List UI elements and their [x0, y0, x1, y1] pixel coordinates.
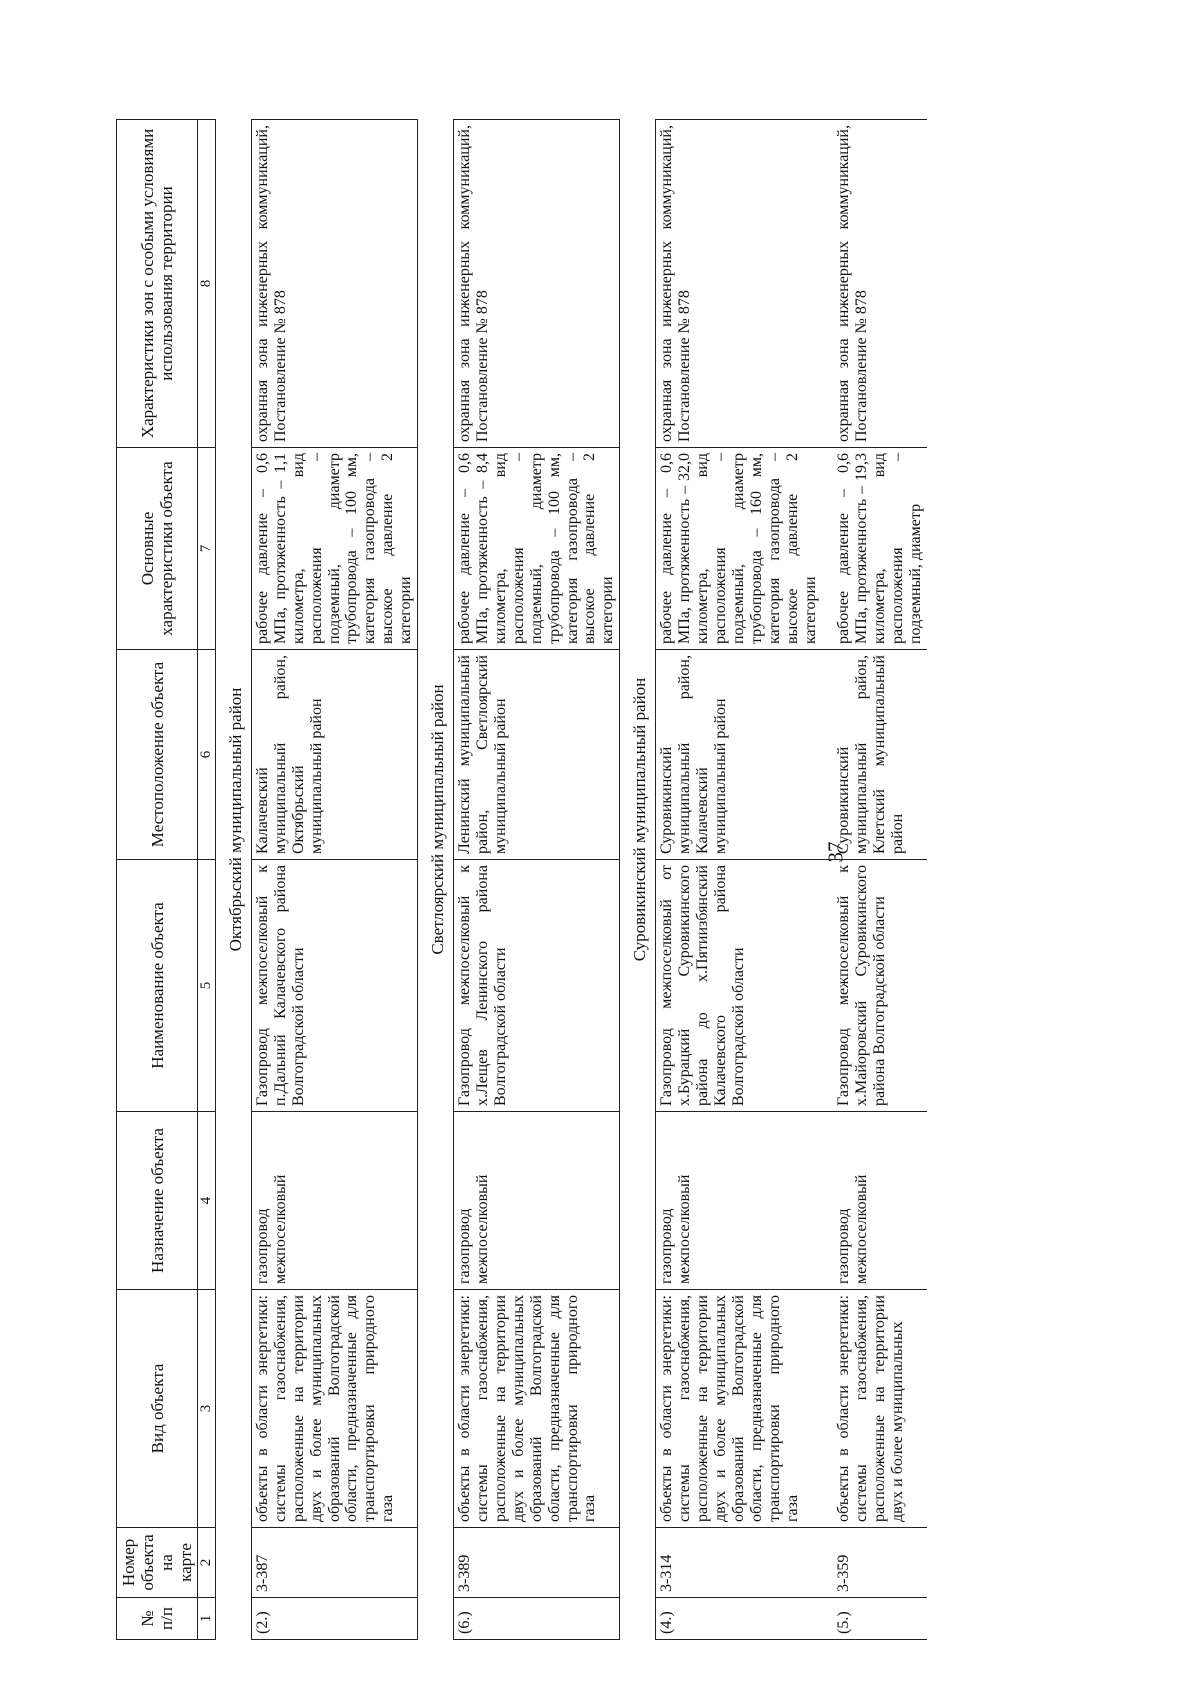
- cell-zone: охранная зона инженерных коммуникаций, Постановление № 878: [821, 120, 927, 448]
- cell-name: Газопровод межпоселковый от х.Бурацкий Суровикинского района до х.Пятиизбянский Калачевского района Волгоградской области: [656, 860, 822, 1112]
- col-number: 6: [198, 650, 216, 860]
- header-map-number: Номер объекта на карте: [117, 1528, 198, 1598]
- cell-kind: объекты в области энергетики: системы газоснабжения, расположенные на территории двух и более муниципальных образований Волгоградской области, предназначенные для транспортировки природного газа: [251, 1290, 417, 1528]
- cell-number: (2.): [251, 1598, 417, 1640]
- cell-purpose: газопровод межпоселковый: [821, 1112, 927, 1290]
- col-number: 3: [198, 1290, 216, 1528]
- cell-zone: охранная зона инженерных коммуникаций, Постановление № 878: [656, 120, 822, 448]
- section-title: Светлоярский муниципальный район: [418, 120, 454, 1640]
- cell-map-number: 3-387: [251, 1528, 417, 1598]
- cell-map-number: 3-359: [821, 1528, 927, 1598]
- cell-purpose: газопровод межпоселковый: [656, 1112, 822, 1290]
- section-title: Октябрьский муниципальный район: [215, 120, 251, 1640]
- cell-location: Ленинский муниципальный район, Светлоярский муниципальный район: [454, 650, 620, 860]
- page-number: 37: [823, 841, 848, 863]
- cell-zone: охранная зона инженерных коммуникаций, Постановление № 878: [454, 120, 620, 448]
- header-number: № п/п: [117, 1598, 198, 1640]
- cell-characteristics: рабочее давление – 0,6 МПа, протяженность – 19,3 километра, вид расположения – подземный, диаметр: [821, 448, 927, 650]
- header-purpose: Назначение объекта: [117, 1112, 198, 1290]
- table-row: [656, 120, 822, 1640]
- objects-table: [116, 119, 927, 1640]
- header-characteristics: Основные характеристики объекта: [117, 448, 198, 650]
- section-title: Суровикинский муниципальный район: [620, 120, 656, 1640]
- header-zone: Характеристики зон с особыми условиями использования территории: [117, 120, 198, 448]
- header-name: Наименование объекта: [117, 860, 198, 1112]
- cell-kind: объекты в области энергетики: системы газоснабжения, расположенные на территории двух и более муниципальных образований Волгоградской области, предназначенные для транспортировки природного газа: [454, 1290, 620, 1528]
- header-row: [117, 120, 198, 1640]
- col-number: 5: [198, 860, 216, 1112]
- section-row: [418, 120, 454, 1640]
- col-number: 4: [198, 1112, 216, 1290]
- cell-zone: охранная зона инженерных коммуникаций, Постановление № 878: [251, 120, 417, 448]
- cell-purpose: газопровод межпоселковый: [454, 1112, 620, 1290]
- cell-kind: объекты в области энергетики: системы газоснабжения, расположенные на территории двух и более муниципальных: [821, 1290, 927, 1528]
- cell-number: (4.): [656, 1598, 822, 1640]
- col-number: 7: [198, 448, 216, 650]
- cell-characteristics: рабочее давление – 0,6 МПа, протяженность – 8,4 километра, вид расположения – подземный, диаметр трубопровода – 100 мм, категория газопровода – высокое давление 2 категории: [454, 448, 620, 650]
- col-number: 2: [198, 1528, 216, 1598]
- cell-location: Суровикинский муниципальный район, Клетский муниципальный район: [821, 650, 927, 860]
- header-kind: Вид объекта: [117, 1290, 198, 1528]
- cell-location: Калачевский муниципальный район, Октябрьский муниципальный район: [251, 650, 417, 860]
- col-number: 1: [198, 1598, 216, 1640]
- section-row: [215, 120, 251, 1640]
- cell-name: Газопровод межпоселковый к п.Дальний Калачевского района Волгоградской области: [251, 860, 417, 1112]
- cell-map-number: 3-314: [656, 1528, 822, 1598]
- rotated-table-container: [116, 120, 1196, 1640]
- section-row: [620, 120, 656, 1640]
- cell-number: (6.): [454, 1598, 620, 1640]
- col-number: 8: [198, 120, 216, 448]
- header-location: Местоположение объекта: [117, 650, 198, 860]
- table-row: [821, 120, 927, 1640]
- cell-location: Суровикинский муниципальный район, Калачевский муниципальный район: [656, 650, 822, 860]
- cell-kind: объекты в области энергетики: системы газоснабжения, расположенные на территории двух и более муниципальных образований Волгоградской области, предназначенные для транспортировки природного газа: [656, 1290, 822, 1528]
- column-numbers-row: [198, 120, 216, 1640]
- table-row: [251, 120, 417, 1640]
- cell-name: Газопровод межпоселковый к х.Майоровский Суровикинского района Волгоградской области: [821, 860, 927, 1112]
- table-row: [454, 120, 620, 1640]
- cell-characteristics: рабочее давление – 0,6 МПа, протяженность – 32,0 километра, вид расположения – подземный, диаметр трубопровода – 160 мм, категория газопровода – высокое давление 2 категории: [656, 448, 822, 650]
- cell-purpose: газопровод межпоселковый: [251, 1112, 417, 1290]
- cell-name: Газопровод межпоселковый к х.Лещев Ленинского района Волгоградской области: [454, 860, 620, 1112]
- cell-map-number: 3-389: [454, 1528, 620, 1598]
- cell-number: (5.): [821, 1598, 927, 1640]
- cell-characteristics: рабочее давление – 0,6 МПа, протяженность – 1,1 километра, вид расположения – подземный, диаметр трубопровода – 100 мм, категория газопровода – высокое давление 2 категории: [251, 448, 417, 650]
